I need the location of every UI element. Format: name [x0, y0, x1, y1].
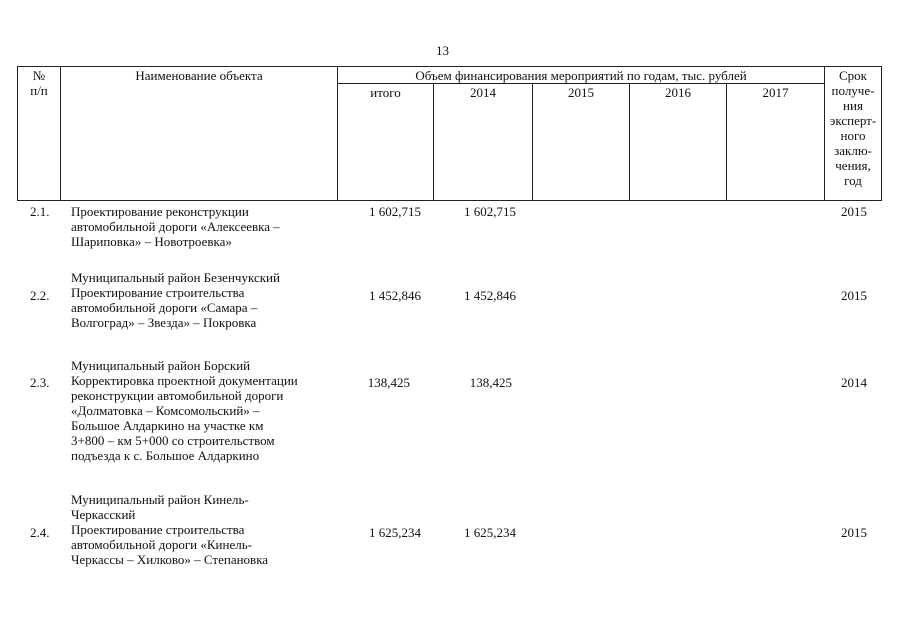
- header-year-2014: 2014: [470, 85, 496, 100]
- col-divider-2015: [629, 83, 630, 201]
- row-name-line: Муниципальный район Безенчукский: [71, 270, 280, 285]
- row-total: 1 602,715: [369, 204, 421, 219]
- header-term-line: год: [844, 173, 862, 188]
- row-name-line: автомобильной дороги «Самара –: [71, 300, 258, 315]
- row-name-line: Муниципальный район Борский: [71, 358, 251, 373]
- header-num-line2: п/п: [30, 83, 48, 98]
- row-name-line: Волгоград» – Звезда» – Покровка: [71, 315, 257, 330]
- col-divider-2014: [532, 83, 533, 201]
- row-term: 2015: [841, 204, 867, 219]
- row-term: 2014: [841, 375, 867, 390]
- header-total: итого: [370, 85, 401, 100]
- header-year-2015: 2015: [568, 85, 594, 100]
- funding-subheader-border: [337, 83, 824, 84]
- row-name-line: Черкасский: [71, 507, 136, 522]
- row-name: [71, 492, 336, 567]
- row-term: 2015: [841, 288, 867, 303]
- header-year-2017: 2017: [762, 85, 789, 100]
- header-term-line: чения,: [835, 158, 871, 173]
- row-term: 2015: [841, 525, 867, 540]
- header-term-line: Срок: [839, 68, 867, 83]
- row-number: 2.4.: [30, 525, 50, 540]
- row-2014: 1 452,846: [464, 288, 516, 303]
- row-name-line: автомобильной дороги «Алексеевка –: [71, 219, 280, 234]
- row-name-line: автомобильной дороги «Кинель-: [71, 537, 252, 552]
- row-name: [71, 270, 336, 330]
- row-name-line: Проектирование строительства: [71, 285, 245, 300]
- row-name-line: «Долматовка – Комсомольский» –: [71, 403, 260, 418]
- header-year-2016: 2016: [665, 85, 691, 100]
- col-divider-2016: [726, 83, 727, 201]
- row-name-line: подъезда к с. Большое Алдаркино: [71, 448, 260, 463]
- row-total: 138,425: [367, 375, 410, 390]
- header-term-line: эксперт-: [829, 113, 877, 128]
- row-name-line: Муниципальный район Кинель-: [71, 492, 249, 507]
- row-total: 1 625,234: [369, 525, 421, 540]
- table-top-border: [17, 66, 881, 67]
- row-number: 2.1.: [30, 204, 50, 219]
- row-name-line: 3+800 – км 5+000 со строительством: [71, 433, 275, 448]
- row-name: [71, 204, 336, 249]
- row-name: [71, 358, 339, 463]
- header-term-line: ного: [840, 128, 866, 143]
- row-name-line: Проектирование строительства: [71, 522, 245, 537]
- page-number: 13: [436, 43, 449, 58]
- row-number: 2.2.: [30, 288, 50, 303]
- header-funding: Объем финансирования мероприятий по годам, тыс. рублей: [415, 68, 747, 83]
- col-divider-total: [433, 83, 434, 201]
- row-name-line: Черкассы – Хилково» – Степановка: [71, 552, 269, 567]
- header-num: [17, 68, 61, 98]
- header-bottom-border: [17, 200, 881, 201]
- row-2014: 138,425: [469, 375, 512, 390]
- row-name-line: Большое Алдаркино на участке км: [71, 418, 264, 433]
- row-2014: 1 602,715: [464, 204, 516, 219]
- row-2014: 1 625,234: [464, 525, 516, 540]
- row-number: 2.3.: [30, 375, 50, 390]
- header-num-line1: №: [32, 68, 46, 83]
- row-name-line: Корректировка проектной документации: [71, 373, 298, 388]
- header-term: [825, 68, 881, 188]
- row-name-line: реконструкции автомобильной дороги: [71, 388, 284, 403]
- table-right-border: [881, 66, 882, 201]
- row-name-line: Проектирование реконструкции: [71, 204, 249, 219]
- header-term-line: ния: [843, 98, 863, 113]
- header-term-line: получе-: [831, 83, 875, 98]
- row-name-line: Шариповка» – Новотроевка»: [71, 234, 232, 249]
- header-name: Наименование объекта: [135, 68, 263, 83]
- header-term-line: заклю-: [834, 143, 872, 158]
- row-total: 1 452,846: [369, 288, 421, 303]
